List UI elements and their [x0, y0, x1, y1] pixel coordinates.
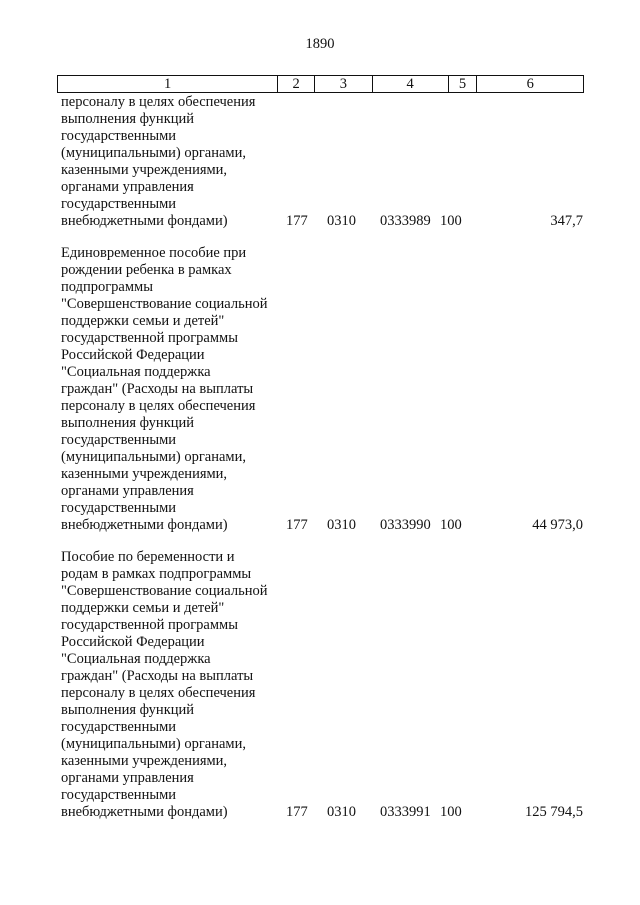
row-target-article: 0333989 [380, 213, 431, 229]
row-expense-type: 100 [440, 213, 462, 229]
table-row [0, 245, 640, 534]
header-col-3: 3 [315, 76, 373, 92]
row-code: 177 [286, 804, 308, 820]
page-number: 1890 [305, 36, 335, 52]
table-header [57, 75, 584, 93]
row-target-article: 0333990 [380, 517, 431, 533]
row-target-article: 0333991 [380, 804, 431, 820]
header-col-1: 1 [58, 76, 278, 92]
row-section: 0310 [327, 804, 356, 820]
row-description: Единовременное пособие при рождении ребенка в рамках подпрограммы "Совершенствование социальной поддержки семьи и детей" государственной программы Российской Федерации "Социальная поддержка граждан" (Расходы на выплаты персоналу в целях обеспечения выполнения функций государственными (муниципальными) органами, казенными учреждениями, органами управления государственными внебюджетными фондами) [61, 245, 268, 533]
row-description: персоналу в целях обеспечения выполнения функций государственными (муниципальными) органами, казенными учреждениями, органами управления государственными внебюджетными фондами) [61, 94, 256, 229]
header-col-4: 4 [373, 76, 449, 92]
header-col-5: 5 [449, 76, 478, 92]
row-amount: 125 794,5 [525, 804, 583, 820]
header-col-6: 6 [526, 76, 534, 92]
header-col-2: 2 [278, 76, 315, 92]
row-code: 177 [286, 517, 308, 533]
table-row [0, 549, 640, 821]
row-expense-type: 100 [440, 804, 462, 820]
row-expense-type: 100 [440, 517, 462, 533]
table-row [0, 94, 640, 230]
row-description: Пособие по беременности и родам в рамках подпрограммы "Совершенствование социальной поддержки семьи и детей" государственной программы Российской Федерации "Социальная поддержка граждан" (Расходы на выплаты персоналу в целях обеспечения выполнения функций государственными (муниципальными) органами, казенными учреждениями, органами управления государственными внебюджетными фондами) [61, 549, 268, 820]
row-section: 0310 [327, 213, 356, 229]
row-section: 0310 [327, 517, 356, 533]
row-code: 177 [286, 213, 308, 229]
row-amount: 347,7 [550, 213, 583, 229]
table-body [0, 94, 640, 821]
row-amount: 44 973,0 [532, 517, 583, 533]
